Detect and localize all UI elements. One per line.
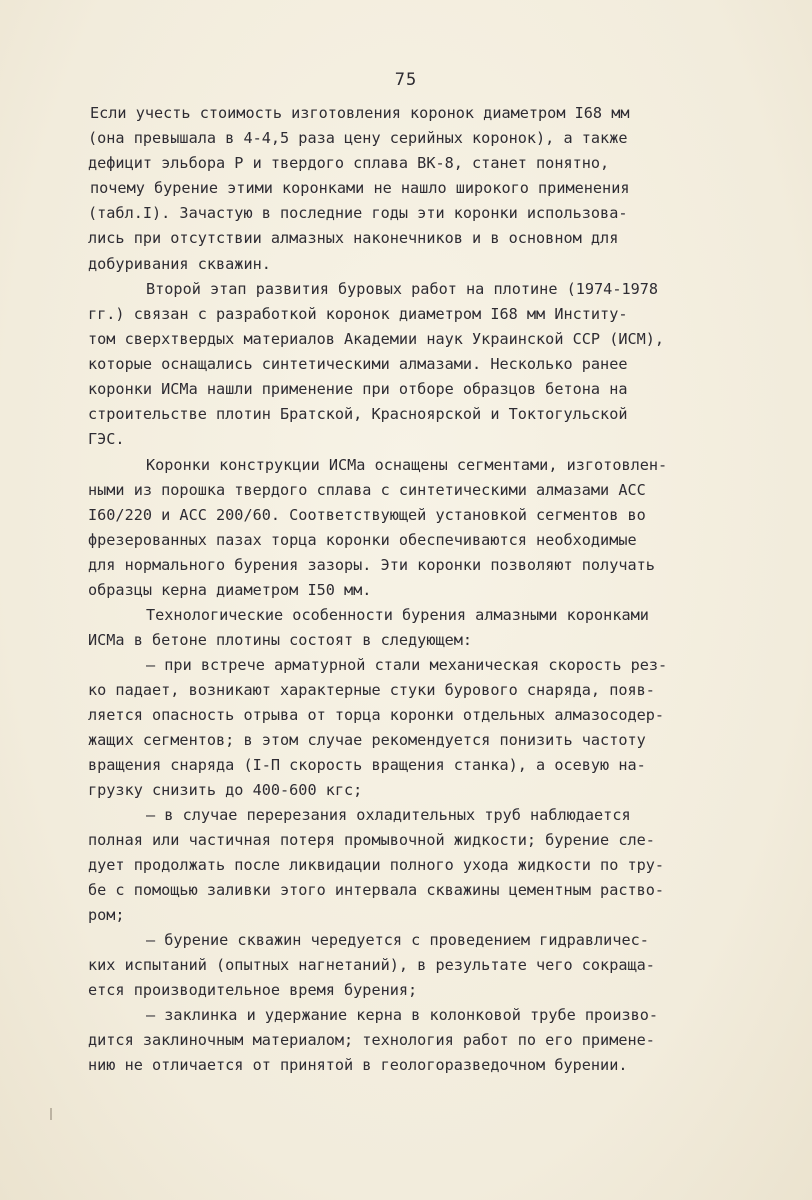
text-line: ными из порошка твердого сплава с синтетическими алмазами АСС: [88, 481, 646, 499]
page-number: 75: [394, 70, 418, 90]
text-line: ром;: [88, 906, 125, 924]
text-line: (табл.I). Зачастую в последние годы эти коронки использова-: [88, 204, 628, 222]
text-line: добуривания скважин.: [88, 255, 271, 273]
text-line: фрезерованных пазах торца коронки обеспечиваются необходимые: [88, 531, 637, 549]
text-line: полная или частичная потеря промывочной жидкости; бурение сле-: [88, 831, 655, 849]
text-line: Коронки конструкции ИСМа оснащены сегментами, изготовлен-: [146, 456, 668, 474]
text-line: – бурение скважин чередуется с проведением гидравличес-: [146, 931, 649, 949]
text-line: ляется опасность отрыва от торца коронки отдельных алмазосодер-: [88, 706, 665, 724]
text-line: нию не отличается от принятой в геологоразведочном бурении.: [88, 1056, 628, 1074]
text-line: ГЭС.: [88, 430, 125, 448]
text-line: лись при отсутствии алмазных наконечников и в основном для: [88, 229, 619, 247]
text-line: дефицит эльбора Р и твердого сплава ВК-8, станет понятно,: [88, 154, 610, 172]
text-line: строительстве плотин Братской, Красноярской и Токтогульской: [88, 405, 628, 423]
text-line: грузку снизить до 400-600 кгс;: [88, 781, 363, 799]
text-line: Второй этап развития буровых работ на плотине (1974-1978: [146, 280, 659, 298]
text-line: для нормального бурения зазоры. Эти коронки позволяют получать: [88, 556, 655, 574]
text-line: которые оснащались синтетическими алмазами. Несколько ранее: [88, 355, 628, 373]
text-line: вращения снаряда (I-П скорость вращения станка), а осевую на-: [88, 756, 646, 774]
text-line: гг.) связан с разработкой коронок диаметром I68 мм Институ-: [88, 305, 628, 323]
text-line: Если учесть стоимость изготовления коронок диаметром I68 мм: [90, 104, 630, 122]
text-line: коронки ИСМа нашли применение при отборе образцов бетона на: [88, 380, 628, 398]
text-line: – в случае перерезания охладительных труб наблюдается: [146, 806, 631, 824]
text-line: ко падает, возникают характерные стуки бурового снаряда, появ-: [88, 681, 655, 699]
text-line: ется производительное время бурения;: [88, 981, 418, 999]
text-line: том сверхтвердых материалов Академии наук Украинской ССР (ИСМ),: [88, 330, 665, 348]
text-line: – заклинка и удержание керна в колонковой трубе произво-: [146, 1006, 659, 1024]
text-line: образцы керна диаметром I50 мм.: [88, 581, 372, 599]
text-line: бе с помощью заливки этого интервала скважины цементным раство-: [88, 881, 665, 899]
text-line: Технологические особенности бурения алмазными коронками: [146, 606, 649, 624]
text-line: жащих сегментов; в этом случае рекомендуется понизить частоту: [88, 731, 646, 749]
text-line: (она превышала в 4-4,5 раза цену серийных коронок), а также: [88, 129, 628, 147]
text-line: ких испытаний (опытных нагнетаний), в результате чего сокраща-: [88, 956, 655, 974]
text-line: – при встрече арматурной стали механическая скорость рез-: [146, 656, 668, 674]
text-line: почему бурение этими коронками не нашло широкого применения: [90, 179, 630, 197]
text-line: I60/220 и АСС 200/60. Соответствующей установкой сегментов во: [88, 506, 646, 524]
text-line: ИСМа в бетоне плотины состоят в следующем:: [88, 631, 473, 649]
text-line: дится заклиночным материалом; технология работ по его примене-: [88, 1031, 655, 1049]
text-line: дует продолжать после ликвидации полного ухода жидкости по тру-: [88, 856, 665, 874]
margin-mark: [50, 1108, 52, 1120]
